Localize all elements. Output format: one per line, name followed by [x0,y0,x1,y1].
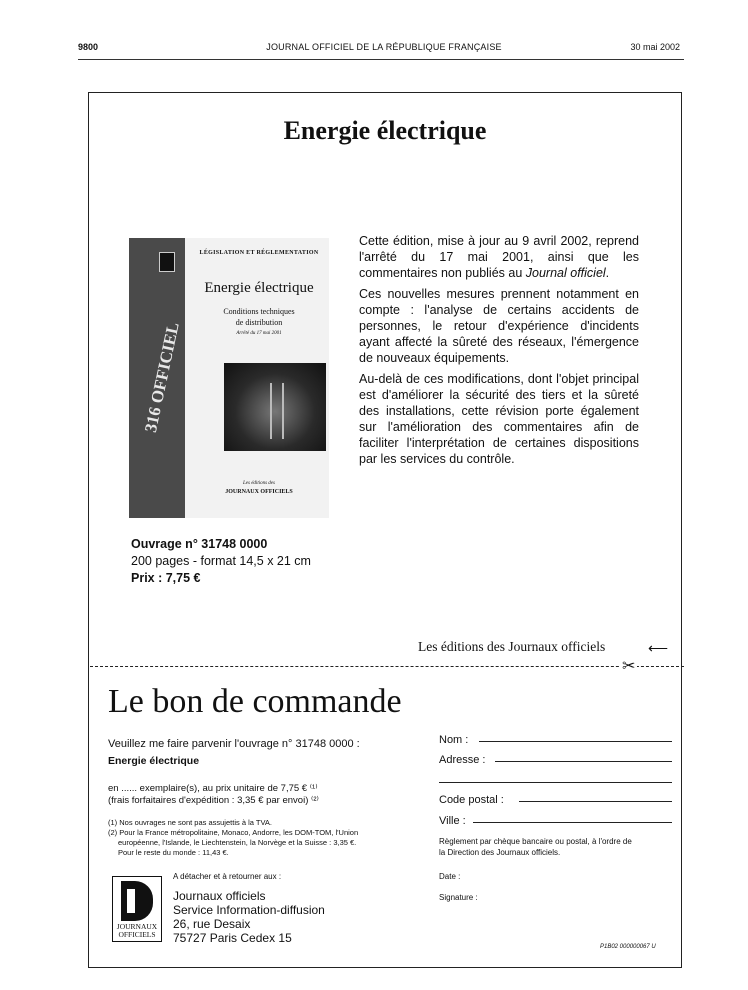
postal-code-label: Code postal : [439,794,504,806]
cover-subtitle [209,306,309,328]
description-paragraph-3: Au-delà de ces modifications, dont l'objet principal est d'améliorer la sécurité des tiers et la sûreté des installations, cette révision porte également sur l'amélioration des commentaires afin de faciliter l'interprétation de certaines dispositions par les services du contrôle. [359,372,639,466]
quantity-line: en ...... exemplaire(s), au prix unitaire de 7,75 € ⁽¹⁾ [108,783,318,794]
issue-date: 30 mai 2002 [630,42,680,52]
scissors-icon: ✂ [622,658,636,675]
header-rule [78,59,684,60]
address-field[interactable] [495,761,672,762]
cover-subtitle-line2: de distribution [235,318,283,327]
cover-editor-line2: JOURNAUX OFFICIELS [225,489,293,495]
journal-title: JOURNAL OFFICIEL DE LA RÉPUBLIQUE FRANÇAISE [266,42,502,52]
pages-format: 200 pages - format 14,5 x 21 cm [131,554,311,568]
journal-officiel-italic: Journal officiel [525,266,606,280]
name-label: Nom : [439,734,469,746]
cover-note: Arrêté du 17 mai 2001 [236,331,282,336]
shipping-line: (frais forfaitaires d'expédition : 3,35 € par envoi) ⁽²⁾ [108,795,319,806]
note-1: (1) Nos ouvrages ne sont pas assujettis à la TVA. [108,818,272,827]
note-2-line2: européenne, l'Islande, le Liechtenstein, la Norvège et la Suisse : 3,35 €. [118,838,357,847]
page-header [78,42,682,58]
note-2-line1: (2) Pour la France métropolitaine, Monaco, Andorre, les DOM-TOM, l'Union [108,828,359,837]
order-notes [108,818,418,858]
order-form-title: Le bon de commande [108,683,402,720]
cover-title: Energie électrique [204,280,314,296]
detach-label: A détacher et à retourner aux : [173,872,282,881]
address-field-line2[interactable] [439,782,672,783]
order-request [108,737,408,769]
address-line-3: 26, rue Desaix [173,917,251,931]
description-paragraph-1: Cette édition, mise à jour au 9 avril 2002, reprend l'arrêté du 17 mai 2001, ainsi que les commentaires non publiés au Journal officiel. [359,234,639,280]
date-label: Date : [439,872,461,881]
cover-spine [129,238,185,518]
journaux-officiels-logo [112,876,162,942]
return-address [173,889,325,945]
advert-title: Energie électrique [283,116,487,145]
city-field[interactable] [473,822,672,823]
spine-text: 316 OFFICIEL [140,320,183,435]
book-details [131,536,311,587]
city-label: Ville : [439,815,466,827]
signature-label: Signature : [439,893,478,902]
editions-label: Les éditions des Journaux officiels [418,639,606,654]
book-cover-image [129,238,329,518]
reference-code: P1B02 000000067 U [600,944,656,950]
order-product: Energie électrique [108,755,200,767]
address-line-1: Journaux officiels [173,889,266,903]
order-request-text: Veuillez me faire parvenir l'ouvrage n° 31748 0000 : [108,738,360,750]
cover-photo-pylon [224,363,326,451]
description-paragraph-2: Ces nouvelles mesures prennent notamment en compte : l'analyse de certains accidents de personnes, le retour d'expérience d'incidents ayant affecté la sûreté des réseaux, l'émergence de nouveaux équipements. [359,287,639,365]
payment-instructions: Règlement par chèque bancaire ou postal, à l'ordre de la Direction des Journaux officiels. [439,837,632,857]
cover-editor-line1: Les éditions des [243,481,275,486]
address-line-2: Service Information-diffusion [173,903,325,917]
name-field[interactable] [479,741,672,742]
address-label: Adresse : [439,754,486,766]
cover-series: LÉGISLATION ET RÉGLEMENTATION [199,250,319,256]
advert-description [359,233,639,472]
postal-code-field[interactable] [519,801,672,802]
cut-line [90,666,684,667]
order-quantity [108,783,418,807]
address-line-4: 75727 Paris Cedex 15 [173,931,292,945]
spine-logo-icon [159,252,175,272]
ouvrage-number: Ouvrage n° 31748 0000 [131,537,268,551]
arrow-left-icon: ⟵ [648,640,669,656]
logo-mark-icon [121,881,153,921]
cover-subtitle-line1: Conditions techniques [223,307,295,316]
logo-text: JOURNAUX OFFICIELS [116,922,158,939]
page-number: 9800 [78,42,99,52]
price: Prix : 7,75 € [131,571,201,585]
note-2-line3: Pour le reste du monde : 11,43 €. [118,848,229,857]
